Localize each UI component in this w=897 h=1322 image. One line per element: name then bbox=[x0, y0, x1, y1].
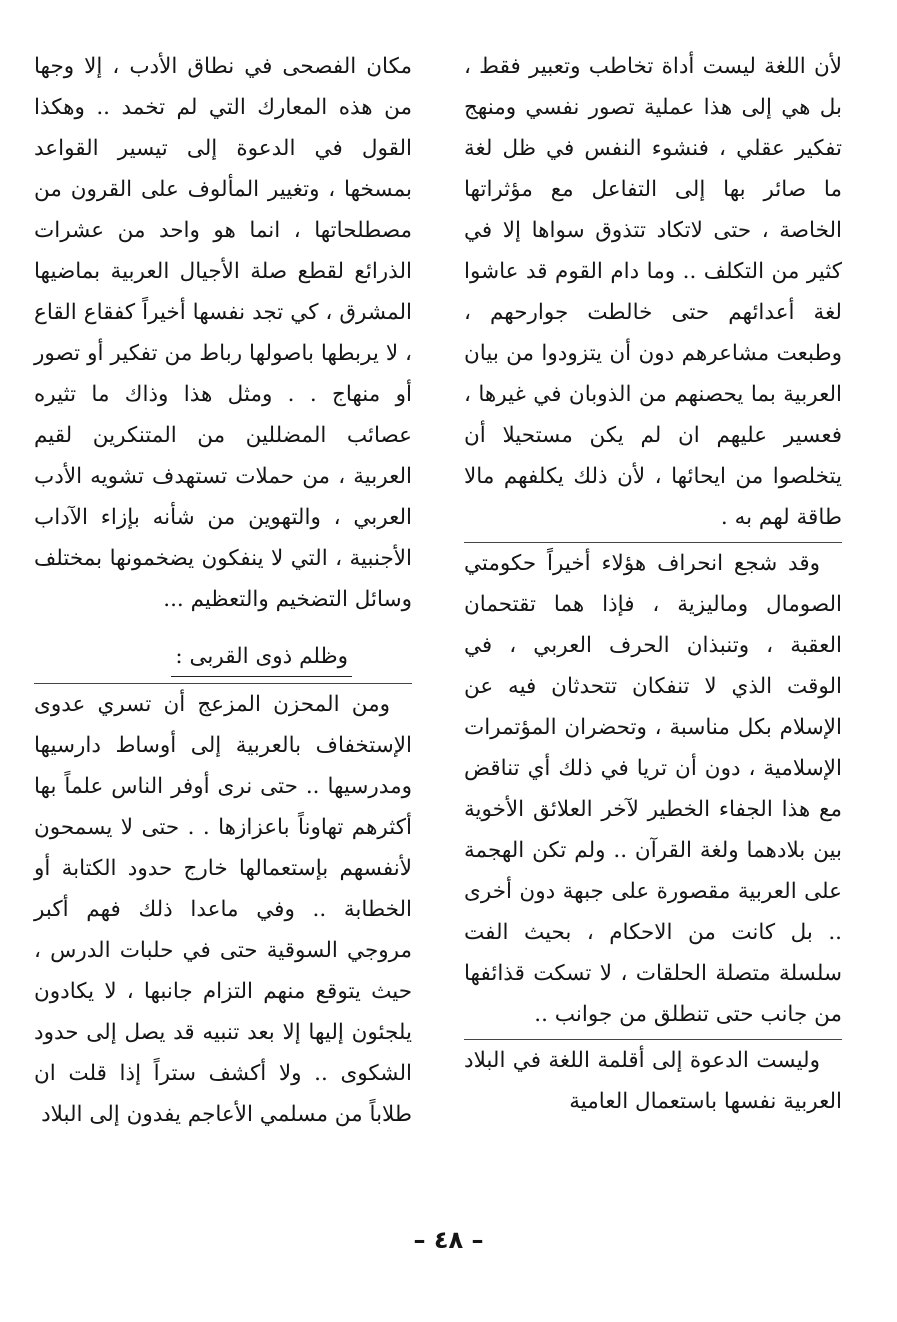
paragraph-2: ومن المحزن المزعج أن تسري عدوى الإستخفاف بالعربية إلى أوساط دارسيها ومدرسيها .. حتى نرى أوفر الناس علماً بها أكثرهم تهاوناً باعزازها . . حتى لا يسمحون لأنفسهم بإستعمالها خارج حدود الكتابة أو الخطابة .. وفي ماعدا ذلك فهم أكبر مروجي السوقية حتى في حلبات الدرس ، حيث يتوقع منهم التزام جانبها ، لا يكادون يلجئون إليها إلا بعد تنبيه قد يصل إلى حدود الشكوى .. ولا أكشف ستراً إذا قلت ان طلاباً من مسلمي الأعاجم يفدون إلى البلاد bbox=[34, 692, 412, 1127]
section-heading: وظلم ذوى القربى : bbox=[171, 638, 352, 677]
section-heading-wrap bbox=[34, 620, 412, 681]
paragraph-2: وقد شجع انحراف هؤلاء أخيراً حكومتي الصومال وماليزية ، فإذا هما تقتحمان العقبة ، وتنبذان الحرف العربي ، في الوقت الذي لا تنفكان تتحدثان فيه عن الإسلام بكل مناسبة ، وتحضران المؤتمرات الإسلامية ، دون أن تريا في ذلك أي تناقض مع هذا الجفاء الخطير لآخر العلائق الأخوية بين بلادهما ولغة القرآن .. ولم تكن الهجمة على العربية مقصورة على جبهة دون أخرى .. بل كانت من الاحكام ، بحيث الفت سلسلة متصلة الحلقات ، لا تسكت قذائفها من جانب حتى تنطلق من جوانب .. bbox=[464, 551, 842, 1027]
paragraph-3: وليست الدعوة إلى أقلمة اللغة في البلاد العربية نفسها باستعمال العامية bbox=[464, 1048, 842, 1114]
left-text-column bbox=[34, 46, 412, 1135]
paragraph-1: مكان الفصحى في نطاق الأدب ، إلا وجها من هذه المعارك التي لم تخمد .. وهكذا القول في الدعوة إلى تيسير القواعد بمسخها ، وتغيير المألوف على القرون من مصطلحاتها ، انما هو واحد من عشرات الذرائع لقطع صلة الأجيال العربية بماضيها المشرق ، كي تجد نفسها أخيراً كفقاع القاع ، لا يربطها باصولها رباط من تفكير أو تصور أو منهاج . . ومثل هذا وذاك ما تثيره عصائب المضللين من المتنكرين لقيم العربية ، من حملات تستهدف تشويه الأدب العربي ، والتهوين من شأنه بإزاء الآداب الأجنبية ، التي لا ينفكون يضخمونها بمختلف وسائل التضخيم والتعظيم ... bbox=[34, 54, 412, 612]
page-number: – ٤٨ – bbox=[413, 1226, 484, 1254]
right-text-column bbox=[464, 46, 842, 1122]
paragraph-1: لأن اللغة ليست أداة تخاطب وتعبير فقط ، بل هي إلى هذا عملية تصور نفسي ومنهج تفكير عقلي ، فنشوء النفس في ظل لغة ما صائر بها إلى التفاعل مع مؤثراتها الخاصة ، حتى لاتكاد تتذوق سواها إلا في كثير من التكلف .. وما دام القوم قد عاشوا لغة أعدائهم حتى خالطت جوارحهم ، وطبعت مشاعرهم دون أن يتزودوا من بيان العربية بما يحصنهم من الذوبان في غيرها ، فعسير عليهم ان لم يكن مستحيلا أن يتخلصوا من ايحائها ، لأن ذلك يكلفهم مالا طاقة لهم به . bbox=[464, 54, 842, 530]
